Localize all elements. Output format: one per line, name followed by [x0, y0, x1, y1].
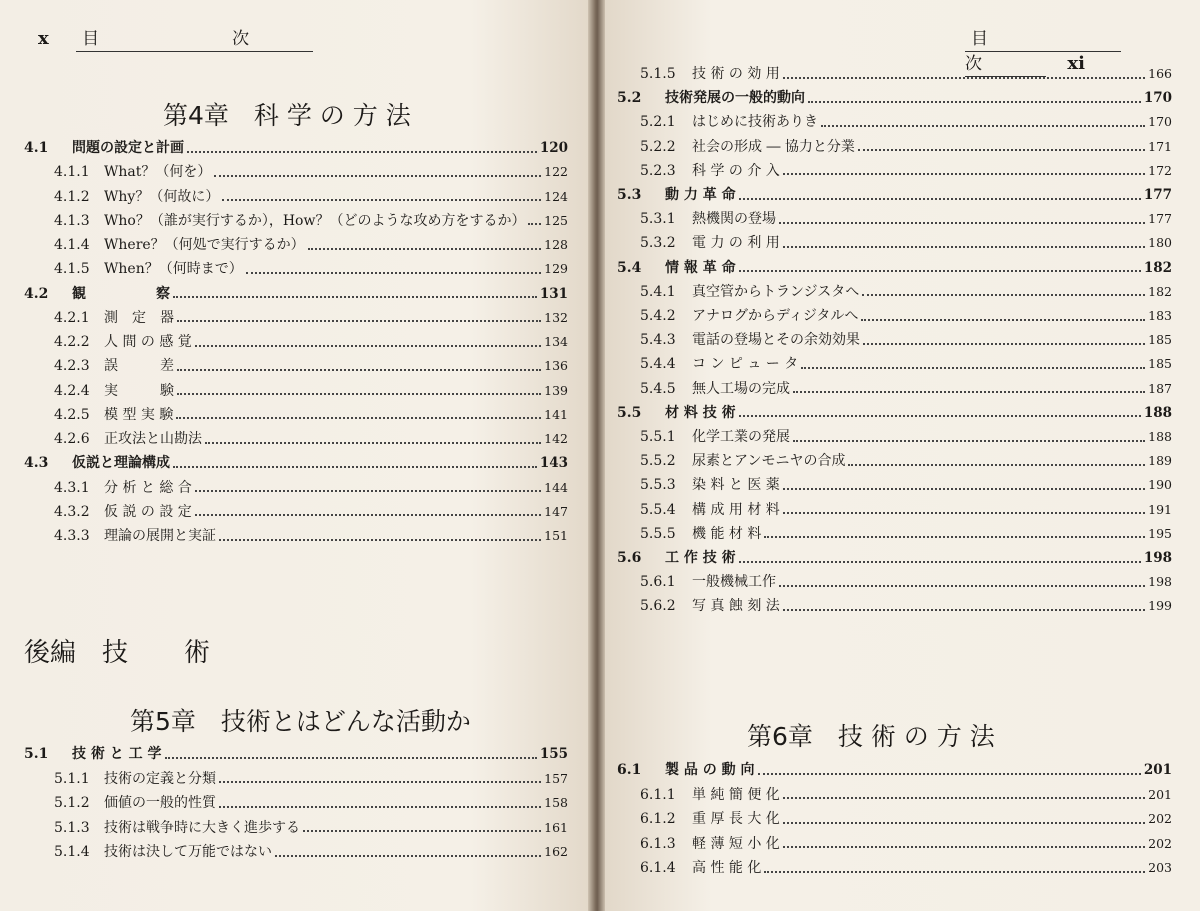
toc-subsection-entry — [54, 235, 568, 255]
toc-entry-page: 202 — [1148, 811, 1172, 826]
toc-entry-number: 4.2.5 — [54, 406, 90, 423]
part-title-tail: 術 — [184, 638, 211, 668]
toc-entry-page: 132 — [544, 309, 568, 325]
toc-entry-number: 5.5 — [617, 404, 642, 421]
toc-entry-page: 198 — [1143, 550, 1172, 566]
toc-entry-title: 測 定 器 — [104, 309, 174, 326]
toc-subsection-entry — [640, 451, 1172, 471]
toc-leader-dots — [173, 465, 537, 468]
right-page — [605, 0, 1200, 911]
toc-entry-number: 4.3.3 — [54, 528, 90, 544]
toc-subsection-entry — [54, 405, 568, 425]
toc-entry-title: 模 型 実 験 — [104, 406, 174, 423]
toc-leader-dots — [187, 150, 537, 153]
toc-entry-page: 170 — [1143, 90, 1172, 107]
toc-subsection-entry — [640, 785, 1172, 805]
left-page — [0, 0, 588, 911]
toc-subsection-entry — [640, 809, 1172, 829]
toc-subsection-entry — [640, 379, 1172, 399]
toc-subsection-entry — [54, 478, 568, 498]
toc-entry-page: 188 — [1148, 429, 1172, 444]
toc-entry-page: 143 — [539, 455, 568, 472]
toc-entry-page: 185 — [1148, 332, 1172, 348]
toc-subsection-entry — [54, 842, 568, 862]
toc-leader-dots — [758, 772, 1141, 775]
toc-subsection-entry — [54, 429, 568, 449]
toc-entry-number: 5.3 — [617, 187, 642, 203]
toc-entry-title: 分 析 と 総 合 — [104, 479, 192, 496]
toc-leader-dots — [739, 560, 1141, 563]
toc-entry-page: 162 — [544, 844, 568, 859]
toc-subsection-entry — [54, 769, 568, 789]
toc-entry-number: 5.1.5 — [640, 66, 676, 82]
toc-subsection-entry — [640, 596, 1172, 616]
toc-entry-title: 熱機関の登場 — [692, 211, 776, 228]
toc-entry-page: 161 — [544, 819, 568, 835]
toc-entry-number: 4.3 — [24, 455, 49, 472]
toc-section-entry — [617, 88, 1172, 108]
toc-entry-title: 技術は戦争時に大きく進歩する — [104, 819, 300, 836]
toc-entry-title: 無人工場の完成 — [692, 380, 790, 397]
toc-leader-dots — [783, 76, 1145, 79]
toc-section-entry — [24, 453, 568, 473]
toc-entry-title: 技術の定義と分類 — [104, 770, 216, 787]
toc-entry-number: 6.1.2 — [640, 811, 676, 827]
toc-entry-page: 170 — [1148, 114, 1172, 130]
toc-entry-page: 139 — [544, 382, 568, 398]
toc-leader-dots — [246, 271, 541, 274]
toc-entry-title: 製 品 の 動 向 — [665, 762, 755, 778]
toc-entry-number: 5.4.1 — [640, 283, 676, 300]
toc-subsection-entry — [640, 500, 1172, 520]
toc-entry-number: 5.4 — [617, 259, 642, 276]
toc-leader-dots — [177, 392, 541, 395]
toc-subsection-entry — [54, 793, 568, 813]
toc-entry-title: Why？（何故に） — [104, 188, 220, 205]
toc-entry-title: 情 報 革 命 — [665, 259, 736, 276]
toc-entry-title: 機 能 材 料 — [692, 525, 762, 542]
toc-entry-number: 5.5.4 — [640, 501, 676, 518]
chapter-5-title: 第5章 技術とはどんな活動か — [130, 707, 471, 736]
toc-entry-number: 6.1.1 — [640, 786, 676, 803]
toc-entry-page: 124 — [544, 188, 568, 204]
toc-entry-page: 144 — [544, 479, 568, 495]
toc-leader-dots — [783, 796, 1145, 799]
toc-leader-dots — [783, 511, 1145, 514]
toc-leader-dots — [176, 416, 541, 419]
toc-entry-number: 4.1.1 — [54, 164, 90, 181]
left-header-title: 目 次 — [76, 29, 313, 52]
toc-entry-page: 151 — [544, 528, 568, 543]
toc-leader-dots — [779, 221, 1145, 224]
toc-section-entry — [24, 744, 568, 764]
toc-entry-number: 5.6 — [617, 550, 642, 566]
toc-entry-number: 5.1.1 — [54, 770, 90, 787]
toc-entry-page: 136 — [544, 358, 568, 374]
toc-leader-dots — [793, 390, 1145, 393]
toc-entry-number: 4.2.1 — [54, 309, 90, 326]
toc-subsection-entry — [640, 524, 1172, 544]
toc-entry-number: 5.6.1 — [640, 574, 676, 591]
toc-entry-title: 構 成 用 材 料 — [692, 501, 780, 518]
toc-leader-dots — [779, 584, 1145, 587]
toc-leader-dots — [177, 319, 541, 322]
toc-entry-number: 4.1 — [24, 140, 49, 156]
toc-entry-page: 195 — [1148, 525, 1172, 541]
toc-leader-dots — [219, 780, 541, 783]
toc-entry-number: 4.1.5 — [54, 261, 90, 278]
toc-entry-number: 5.1.4 — [54, 844, 90, 860]
toc-entry-page: 199 — [1148, 598, 1172, 614]
toc-entry-number: 4.2.6 — [54, 431, 90, 447]
toc-entry-title: 化学工業の発展 — [692, 429, 790, 445]
toc-entry-page: 202 — [1148, 835, 1172, 851]
toc-entry-number: 5.1.3 — [54, 819, 90, 836]
toc-entry-page: 172 — [1148, 162, 1172, 178]
toc-subsection-entry — [640, 209, 1172, 229]
toc-subsection-entry — [54, 211, 568, 231]
toc-subsection-entry — [54, 308, 568, 328]
toc-leader-dots — [214, 174, 541, 177]
toc-leader-dots — [739, 197, 1141, 200]
toc-entry-number: 5.4.2 — [640, 308, 676, 324]
toc-entry-number: 5.1.2 — [54, 795, 90, 811]
toc-entry-page: 185 — [1148, 356, 1172, 372]
toc-leader-dots — [764, 535, 1145, 538]
toc-entry-page: 147 — [544, 503, 568, 519]
toc-leader-dots — [739, 269, 1141, 272]
toc-entry-page: 201 — [1148, 786, 1172, 802]
toc-subsection-entry — [640, 64, 1172, 84]
toc-section-entry — [617, 185, 1172, 205]
toc-entry-number: 4.1.4 — [54, 237, 90, 253]
toc-leader-dots — [165, 756, 537, 759]
toc-entry-number: 5.1 — [24, 746, 49, 762]
toc-entry-page: 180 — [1148, 235, 1172, 251]
toc-leader-dots — [793, 439, 1145, 442]
toc-entry-number: 4.1.2 — [54, 188, 90, 205]
toc-entry-number: 4.3.1 — [54, 479, 90, 496]
toc-entry-title: What？（何を） — [104, 164, 212, 181]
toc-entry-title: 重 厚 長 大 化 — [692, 811, 780, 827]
toc-entry-title: 仮 説 の 設 定 — [104, 503, 192, 520]
toc-leader-dots — [739, 414, 1141, 417]
toc-entry-title: Who？（誰が実行するか），How？（どのような攻め方をするか） — [104, 212, 526, 229]
toc-subsection-entry — [54, 502, 568, 522]
toc-entry-number: 4.2.3 — [54, 358, 90, 375]
toc-entry-page: 182 — [1143, 259, 1172, 276]
toc-entry-title: 工 作 技 術 — [665, 550, 736, 566]
toc-section-entry — [617, 258, 1172, 278]
toc-entry-title: コ ン ピ ュ ー タ — [692, 356, 799, 373]
toc-entry-title: 社会の形成 ― 協力と分業 — [692, 138, 855, 155]
toc-entry-number: 5.2 — [617, 90, 642, 107]
toc-subsection-entry — [54, 381, 568, 401]
toc-section-entry — [617, 548, 1172, 568]
toc-entry-page: 190 — [1148, 477, 1172, 493]
toc-subsection-entry — [54, 259, 568, 279]
toc-leader-dots — [275, 854, 541, 857]
toc-entry-page: 125 — [544, 212, 568, 228]
book-gutter — [588, 0, 605, 911]
toc-entry-page: 187 — [1148, 380, 1172, 396]
toc-entry-title: 人 間 の 感 覚 — [104, 334, 192, 350]
toc-entry-page: 155 — [539, 746, 568, 762]
toc-entry-title: 技 術 と 工 学 — [72, 746, 162, 762]
toc-subsection-entry — [640, 858, 1172, 878]
toc-entry-title: 仮説と理論構成 — [72, 455, 170, 472]
toc-entry-number: 5.5.2 — [640, 453, 676, 470]
toc-entry-title: 実 験 — [104, 382, 174, 399]
toc-entry-page: 122 — [544, 164, 568, 180]
toc-entry-title: 動 力 革 命 — [665, 187, 736, 203]
toc-leader-dots — [219, 538, 541, 541]
toc-entry-title: 尿素とアンモニヤの合成 — [692, 453, 846, 470]
toc-entry-page: 166 — [1148, 66, 1172, 81]
toc-entry-page: 201 — [1143, 762, 1172, 778]
toc-subsection-entry — [54, 187, 568, 207]
toc-entry-page: 131 — [539, 285, 568, 302]
toc-subsection-entry — [54, 818, 568, 838]
toc-subsection-entry — [54, 526, 568, 546]
toc-subsection-entry — [640, 112, 1172, 132]
toc-leader-dots — [848, 463, 1145, 466]
toc-entry-page: 191 — [1148, 501, 1172, 517]
toc-leader-dots — [861, 318, 1145, 321]
toc-leader-dots — [303, 829, 541, 832]
chapter-4-title: 第4章 科 学 の 方 法 — [163, 101, 411, 130]
toc-subsection-entry — [640, 306, 1172, 326]
toc-entry-number: 4.2.4 — [54, 382, 90, 399]
toc-entry-page: 198 — [1148, 574, 1172, 590]
toc-entry-title: 観 察 — [72, 285, 170, 302]
toc-leader-dots — [222, 198, 541, 201]
toc-leader-dots — [219, 805, 541, 808]
toc-subsection-entry — [640, 161, 1172, 181]
toc-entry-title: 真空管からトランジスタへ — [692, 283, 860, 300]
toc-entry-number: 5.4.5 — [640, 380, 676, 397]
right-header-title: 目 次 — [965, 29, 1121, 77]
toc-leader-dots — [858, 148, 1145, 151]
toc-entry-title: 技術発展の一般的動向 — [665, 90, 805, 107]
toc-entry-number: 4.1.3 — [54, 212, 90, 229]
toc-leader-dots — [173, 295, 537, 298]
toc-entry-page: 128 — [544, 237, 568, 252]
toc-leader-dots — [783, 821, 1145, 824]
toc-leader-dots — [528, 222, 541, 225]
toc-entry-number: 5.5.3 — [640, 477, 676, 494]
toc-entry-title: Where？（何処で実行するか） — [104, 237, 305, 253]
toc-entry-page: 129 — [544, 261, 568, 277]
toc-leader-dots — [195, 344, 541, 347]
toc-subsection-entry — [640, 572, 1172, 592]
toc-entry-page: 203 — [1148, 860, 1172, 875]
toc-subsection-entry — [640, 427, 1172, 447]
toc-entry-title: 高 性 能 化 — [692, 860, 762, 876]
toc-leader-dots — [783, 172, 1145, 175]
toc-entry-title: はじめに技術ありき — [692, 114, 818, 131]
toc-entry-page: 120 — [539, 140, 568, 156]
toc-subsection-entry — [640, 330, 1172, 350]
toc-entry-number: 5.5.5 — [640, 525, 676, 542]
toc-leader-dots — [195, 489, 541, 492]
toc-entry-page: 189 — [1148, 453, 1172, 469]
toc-entry-page: 177 — [1143, 187, 1172, 203]
toc-leader-dots — [764, 870, 1145, 873]
toc-leader-dots — [177, 368, 541, 371]
toc-subsection-entry — [640, 475, 1172, 495]
toc-subsection-entry — [54, 162, 568, 182]
toc-entry-number: 4.2 — [24, 285, 49, 302]
left-page-number: x — [38, 28, 49, 49]
toc-section-entry — [24, 138, 568, 158]
toc-entry-title: アナログからディジタルへ — [692, 308, 859, 324]
toc-entry-number: 5.3.1 — [640, 211, 676, 228]
left-running-header — [38, 24, 313, 49]
toc-entry-number: 5.5.1 — [640, 429, 676, 445]
toc-section-entry — [617, 403, 1172, 423]
toc-entry-title: 一般機械工作 — [692, 574, 776, 591]
toc-entry-title: 電話の登場とその余効効果 — [692, 332, 860, 349]
toc-leader-dots — [205, 441, 541, 444]
toc-subsection-entry — [640, 233, 1172, 253]
toc-entry-page: 141 — [544, 406, 568, 422]
toc-leader-dots — [783, 608, 1145, 611]
toc-leader-dots — [821, 124, 1145, 127]
toc-entry-number: 5.3.2 — [640, 235, 676, 252]
toc-subsection-entry — [640, 137, 1172, 157]
toc-section-entry — [617, 760, 1172, 780]
toc-subsection-entry — [54, 332, 568, 352]
toc-entry-number: 6.1.4 — [640, 860, 676, 876]
toc-leader-dots — [783, 487, 1145, 490]
toc-entry-title: 正攻法と山勘法 — [104, 431, 202, 447]
toc-entry-number: 5.6.2 — [640, 598, 676, 615]
toc-entry-page: 134 — [544, 334, 568, 349]
toc-entry-number: 5.2.2 — [640, 138, 676, 155]
toc-entry-title: 単 純 簡 便 化 — [692, 786, 780, 803]
chapter-6-title: 第6章 技 術 の 方 法 — [747, 722, 995, 751]
toc-leader-dots — [863, 342, 1145, 345]
toc-entry-page: 171 — [1148, 138, 1172, 154]
toc-entry-title: 電 力 の 利 用 — [692, 235, 780, 252]
toc-entry-page: 188 — [1143, 404, 1172, 421]
toc-entry-page: 177 — [1148, 211, 1172, 227]
toc-entry-title: 技 術 の 効 用 — [692, 66, 780, 82]
toc-entry-title: 写 真 蝕 刻 法 — [692, 598, 780, 615]
toc-entry-title: 誤 差 — [104, 358, 174, 375]
toc-entry-page: 158 — [544, 795, 568, 810]
toc-leader-dots — [195, 513, 541, 516]
toc-entry-number: 6.1.3 — [640, 835, 676, 852]
toc-entry-title: 理論の展開と実証 — [104, 528, 216, 544]
toc-entry-page: 142 — [544, 431, 568, 446]
toc-entry-title: 技術は決して万能ではない — [104, 844, 272, 860]
toc-entry-page: 157 — [544, 770, 568, 786]
toc-subsection-entry — [640, 834, 1172, 854]
toc-entry-page: 182 — [1148, 283, 1172, 299]
toc-entry-title: 軽 薄 短 小 化 — [692, 835, 780, 852]
toc-leader-dots — [801, 366, 1145, 369]
toc-entry-number: 4.3.2 — [54, 503, 90, 520]
toc-entry-number: 5.2.1 — [640, 114, 676, 131]
toc-entry-title: 価値の一般的性質 — [104, 795, 216, 811]
toc-entry-page: 183 — [1148, 308, 1172, 323]
toc-entry-number: 5.2.3 — [640, 162, 676, 179]
toc-entry-title: When？（何時まで） — [104, 261, 243, 278]
toc-subsection-entry — [640, 354, 1172, 374]
right-page-number: xi — [1067, 53, 1085, 74]
toc-leader-dots — [862, 293, 1145, 296]
toc-leader-dots — [808, 100, 1141, 103]
toc-leader-dots — [308, 247, 541, 250]
toc-entry-number: 4.2.2 — [54, 334, 90, 350]
part-title — [24, 632, 210, 669]
toc-leader-dots — [783, 245, 1145, 248]
toc-subsection-entry — [640, 282, 1172, 302]
toc-entry-number: 5.4.3 — [640, 332, 676, 349]
toc-entry-title: 科 学 の 介 入 — [692, 162, 780, 179]
toc-leader-dots — [783, 845, 1145, 848]
toc-entry-number: 6.1 — [617, 762, 642, 778]
toc-entry-title: 材 料 技 術 — [665, 404, 736, 421]
toc-entry-title: 問題の設定と計画 — [72, 140, 184, 156]
toc-subsection-entry — [54, 356, 568, 376]
toc-entry-number: 5.4.4 — [640, 356, 676, 373]
part-title-main: 後編 技 — [24, 638, 129, 668]
toc-section-entry — [24, 284, 568, 304]
toc-entry-title: 染 料 と 医 薬 — [692, 477, 780, 494]
